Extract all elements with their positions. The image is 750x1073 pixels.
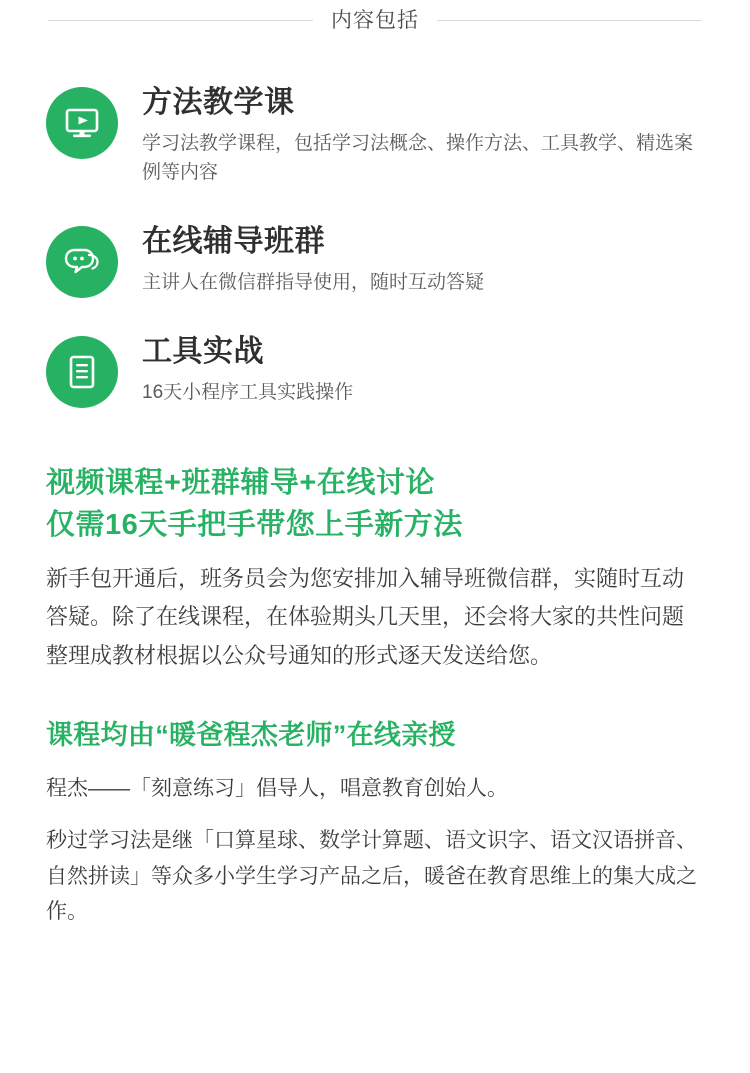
feature-title: 方法教学课 bbox=[142, 86, 295, 119]
highlight-heading bbox=[0, 462, 750, 546]
feature-item bbox=[46, 222, 704, 298]
feature-list bbox=[0, 83, 750, 408]
section-header bbox=[0, 0, 750, 31]
feature-text bbox=[142, 332, 704, 407]
feature-title: 在线辅导班群 bbox=[142, 224, 325, 258]
highlight-line-2: 仅需16天手把手带您上手新方法 bbox=[46, 508, 463, 541]
monitor-play-icon bbox=[46, 87, 118, 159]
teacher-line-1: 程杰——「刻意练习」倡导人，唱意教育创始人。 bbox=[46, 777, 508, 801]
section-title: 内容包括 bbox=[331, 9, 419, 32]
divider-left bbox=[48, 20, 313, 21]
chat-bubble-icon bbox=[46, 226, 118, 298]
feature-desc: 学习法教学课程，包括学习法概念、操作方法、工具教学、精选案例等内容 bbox=[142, 133, 694, 184]
feature-text bbox=[142, 222, 704, 297]
feature-text bbox=[142, 83, 704, 188]
feature-desc: 主讲人在微信群指导使用，随时互动答疑 bbox=[142, 271, 485, 293]
document-lines-icon bbox=[46, 336, 118, 408]
teacher-heading: 课程均由“暖爸程杰老师”在线亲授 bbox=[46, 720, 456, 751]
highlight-paragraph: 新手包开通后，班务员会为您安排加入辅导班微信群，实随时互动答疑。除了在线课程，在体验期头几天里，还会将大家的共性问题整理成教材根据以公众号通知的形式逐天发送给您。 bbox=[46, 565, 685, 668]
divider-right bbox=[437, 20, 702, 21]
feature-desc: 16天小程序工具实践操作 bbox=[142, 381, 354, 403]
highlight-line-1: 视频课程+班群辅导+在线讨论 bbox=[46, 466, 435, 499]
feature-item bbox=[46, 332, 704, 408]
feature-title: 工具实战 bbox=[142, 334, 264, 368]
feature-item bbox=[46, 83, 704, 188]
teacher-line-2: 秒过学习法是继「口算星球、数学计算题、语文识字、语文汉语拼音、自然拼读」等众多小学生学习产品之后，暖爸在教育思维上的集大成之作。 bbox=[46, 828, 697, 924]
